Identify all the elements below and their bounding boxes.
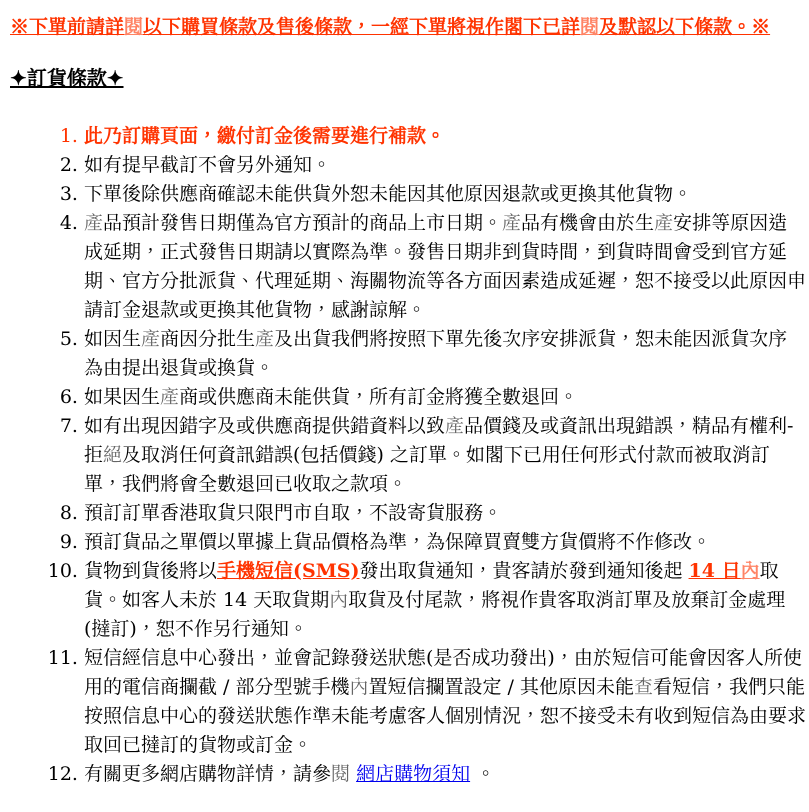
text-segment: 品價錢及或資訊出現錯誤，精品有權利-拒 xyxy=(84,415,794,466)
text-segment: 商因分批生 xyxy=(160,328,256,350)
text-segment: 如果因生 xyxy=(84,386,161,408)
text-segment: 。 xyxy=(470,763,496,785)
term-item xyxy=(84,499,806,528)
text-segment: 產 xyxy=(84,212,104,234)
text-segment: 預訂貨品之單價以單據上貨品價格為準，為保障買賣雙方貨價將不作修改。 xyxy=(84,531,712,553)
text-segment: 絕 xyxy=(103,444,123,466)
text-segment: 品有機會由於生 xyxy=(521,212,655,234)
text-segment: 置短信攔置設定 / 其他原因未能 xyxy=(368,676,634,698)
term-item xyxy=(84,412,806,499)
text-segment: 及默認以下條款。※ xyxy=(599,16,771,38)
text-segment: 產 xyxy=(255,328,275,350)
text-segment: 短信經信息中心發出，並會記錄發送狀態(是否成功發出)，由於短信可能會因客人所使用的電信商攔截 / 部分型號手機 xyxy=(84,647,802,698)
text-segment: 產 xyxy=(445,415,465,437)
text-segment: 此乃訂購頁面，繳付訂金後需要進行補款。 xyxy=(84,125,446,147)
text-segment: 14 日 xyxy=(688,560,741,582)
text-segment: 發出取貨通知，貴客請於發到通知後起 xyxy=(359,560,689,582)
text-segment: 取貨及付尾款，將視作貴客取消訂單及放棄訂金處理(撻訂)，恕不作另行通知。 xyxy=(84,589,786,640)
term-item xyxy=(84,383,806,412)
text-segment: 閱 xyxy=(124,16,144,38)
text-segment: 閱 xyxy=(331,763,351,785)
text-segment: 預訂訂單香港取貨只限門市自取，不設寄貨服務。 xyxy=(84,502,503,524)
text-segment: 及出貨我們將按照下單先後次序安排派貨，恕未能因派貨次序為由提出退貨或換貨。 xyxy=(84,328,788,379)
term-item xyxy=(84,557,806,644)
text-segment: 如有提早截訂不會另外通知。 xyxy=(84,154,332,176)
term-item xyxy=(84,180,806,209)
text-segment: 下單後除供應商確認未能供貨外恕未能因其他原因退款或更換其他貨物。 xyxy=(84,183,693,205)
text-segment: 品預計發售日期僅為官方預計的商品上市日期。 xyxy=(103,212,503,234)
text-segment: 產 xyxy=(160,386,180,408)
text-segment: 商或供應商未能供貨，所有訂金將獲全數退回。 xyxy=(179,386,579,408)
text-segment: 產 xyxy=(654,212,674,234)
order-terms-list xyxy=(10,122,806,789)
term-item xyxy=(84,760,806,789)
text-segment: 內 xyxy=(740,560,760,582)
term-item xyxy=(84,325,806,383)
text-segment: 內 xyxy=(349,676,369,698)
text-segment: 內 xyxy=(329,589,349,611)
text-segment: 查 xyxy=(633,676,653,698)
text-segment: ※下單前請詳 xyxy=(10,16,125,38)
text-segment: 貨物到貨後將以 xyxy=(84,560,218,582)
text-segment: 如因生 xyxy=(84,328,142,350)
text-segment: 產 xyxy=(141,328,161,350)
text-segment: 產 xyxy=(502,212,522,234)
term-item xyxy=(84,209,806,325)
term-item xyxy=(84,122,806,151)
section-title-order-terms: ✦訂貨條款✦ xyxy=(10,66,124,90)
text-segment: 手機短信(SMS) xyxy=(217,560,360,582)
text-segment: 取貨。如客人未於 14 天取貨期 xyxy=(84,560,779,611)
text-segment: 閱 xyxy=(580,16,600,38)
text-segment: 安排等原因造成延期，正式發售日期請以實際為準。發售日期非到貨時間，到貨時間會受到官方延期、官方分批派貨、代理延期、海關物流等各方面因素造成延遲，恕不接受以此原因申請訂金退款或更換其他貨物，感謝諒解。 xyxy=(84,212,807,321)
text-segment: 看短信，我們只能按照信息中心的發送狀態作準未能考慮客人個別情況，恕不接受未有收到短信為由要求取回已撻訂的貨物或訂金。 xyxy=(84,676,807,756)
text-segment: 以下購買條款及售後條款，一經下單將視作閣下已詳 xyxy=(143,16,581,38)
term-item xyxy=(84,528,806,557)
text-segment: 有關更多網店購物詳情，請參 xyxy=(84,763,332,785)
term-item xyxy=(84,151,806,180)
term-item xyxy=(84,644,806,760)
text-segment: 及取消任何資訊錯誤(包括價錢) 之訂單。如閣下已用任何形式付款而被取消訂單，我們將會全數退回已收取之款項。 xyxy=(84,444,770,495)
text-segment: 如有出現因錯字及或供應商提供錯資料以致 xyxy=(84,415,446,437)
store-shopping-notice-link[interactable]: 網店購物須知 xyxy=(356,763,471,785)
pre-order-notice xyxy=(10,14,800,40)
